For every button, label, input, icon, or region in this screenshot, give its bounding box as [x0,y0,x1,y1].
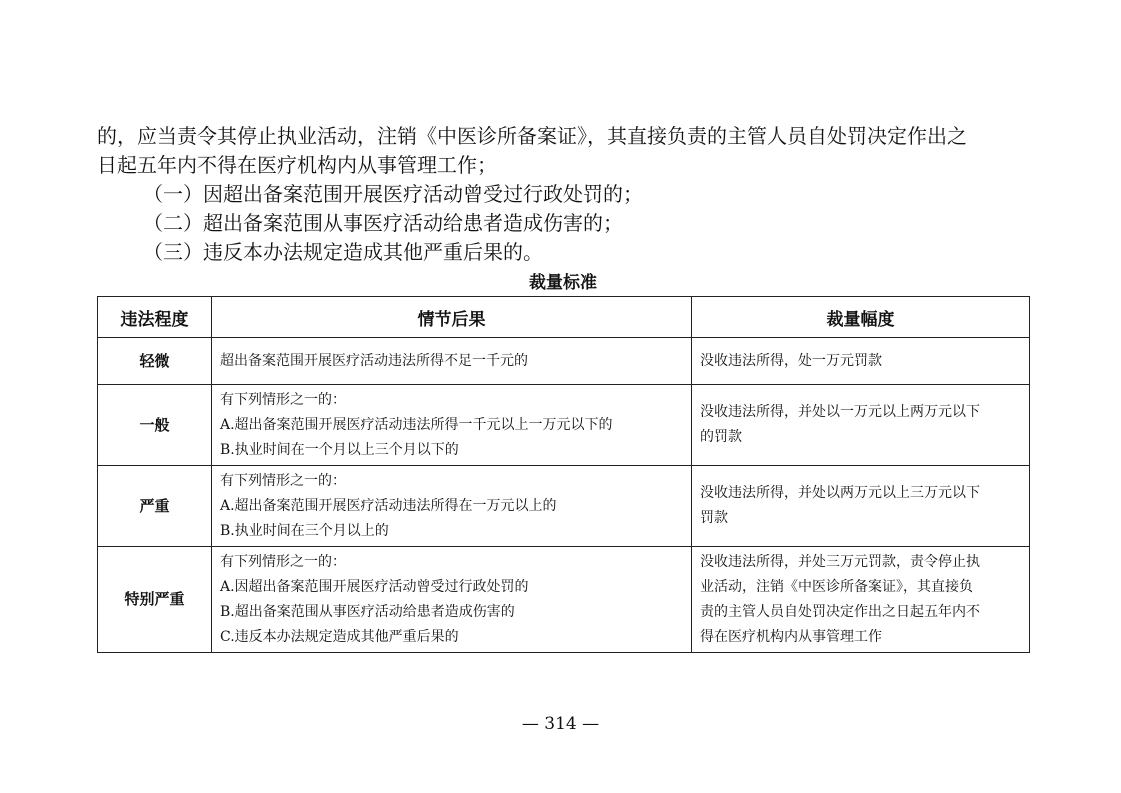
circumstances-cell [212,338,692,385]
table-header-row [98,297,1030,338]
cell-line: 没收违法所得，处一万元罚款 [700,352,882,369]
cell-line: 得在医疗机构内从事管理工作 [700,628,882,645]
paragraph-line: 日起五年内不得在医疗机构内从事管理工作； [97,153,497,177]
header-violation-degree: 违法程度 [98,297,212,338]
cell-line: 的罚款 [700,429,742,445]
cell-line: B.执业时间在三个月以上的 [220,522,389,539]
penalty-cell [692,466,1030,547]
table-title: 裁量标准 [529,273,597,293]
cell-line: 超出备案范围开展医疗活动违法所得不足一千元的 [220,352,528,369]
cell-line: 责的主管人员自处罚决定作出之日起五年内不 [700,603,980,620]
level-cell: 严重 [98,466,212,547]
table-row [98,385,1030,466]
body-text [97,122,1029,267]
cell-line: 业活动，注销《中医诊所备案证》，其直接负 [700,578,973,595]
paragraph-line: 的，应当责令其停止执业活动，注销《中医诊所备案证》，其直接负责的主管人员自处罚决定作出之 [97,124,967,148]
penalty-cell [692,547,1030,653]
cell-line: A.超出备案范围开展医疗活动违法所得一千元以上一万元以下的 [220,416,613,433]
cell-line: A.因超出备案范围开展医疗活动曾受过行政处罚的 [220,578,529,595]
circumstances-cell [212,385,692,466]
cell-line: 有下列情形之一的： [220,391,346,408]
penalty-cell [692,385,1030,466]
cell-line: 有下列情形之一的： [220,472,346,489]
list-item: （三）违反本办法规定造成其他严重后果的。 [143,240,543,264]
level-cell: 一般 [98,385,212,466]
header-penalty-range: 裁量幅度 [692,297,1030,338]
cell-line: 没收违法所得，并处以两万元以上三万元以下 [700,485,980,501]
cell-line: 罚款 [700,510,728,526]
cell-line: B.超出备案范围从事医疗活动给患者造成伤害的 [220,603,515,620]
circumstances-cell [212,547,692,653]
table-row [98,547,1030,653]
cell-line: 有下列情形之一的： [220,553,346,570]
cell-line: C.违反本办法规定造成其他严重后果的 [220,628,459,645]
cell-line: A.超出备案范围开展医疗活动违法所得在一万元以上的 [220,497,557,514]
page-number: — 314 — [521,714,600,734]
list-item: （二）超出备案范围从事医疗活动给患者造成伤害的； [143,211,623,235]
table-row [98,338,1030,385]
penalty-cell [692,338,1030,385]
list-item: （一）因超出备案范围开展医疗活动曾受过行政处罚的； [143,182,643,206]
level-cell: 轻微 [98,338,212,385]
cell-line: 没收违法所得，并处以一万元以上两万元以下 [700,404,980,420]
cell-line: 没收违法所得，并处三万元罚款，责令停止执 [700,553,980,570]
discretion-standard-table [97,296,1030,653]
cell-line: B.执业时间在一个月以上三个月以下的 [220,441,459,458]
header-circumstances: 情节后果 [212,297,692,338]
table-row [98,466,1030,547]
level-cell: 特别严重 [98,547,212,653]
circumstances-cell [212,466,692,547]
